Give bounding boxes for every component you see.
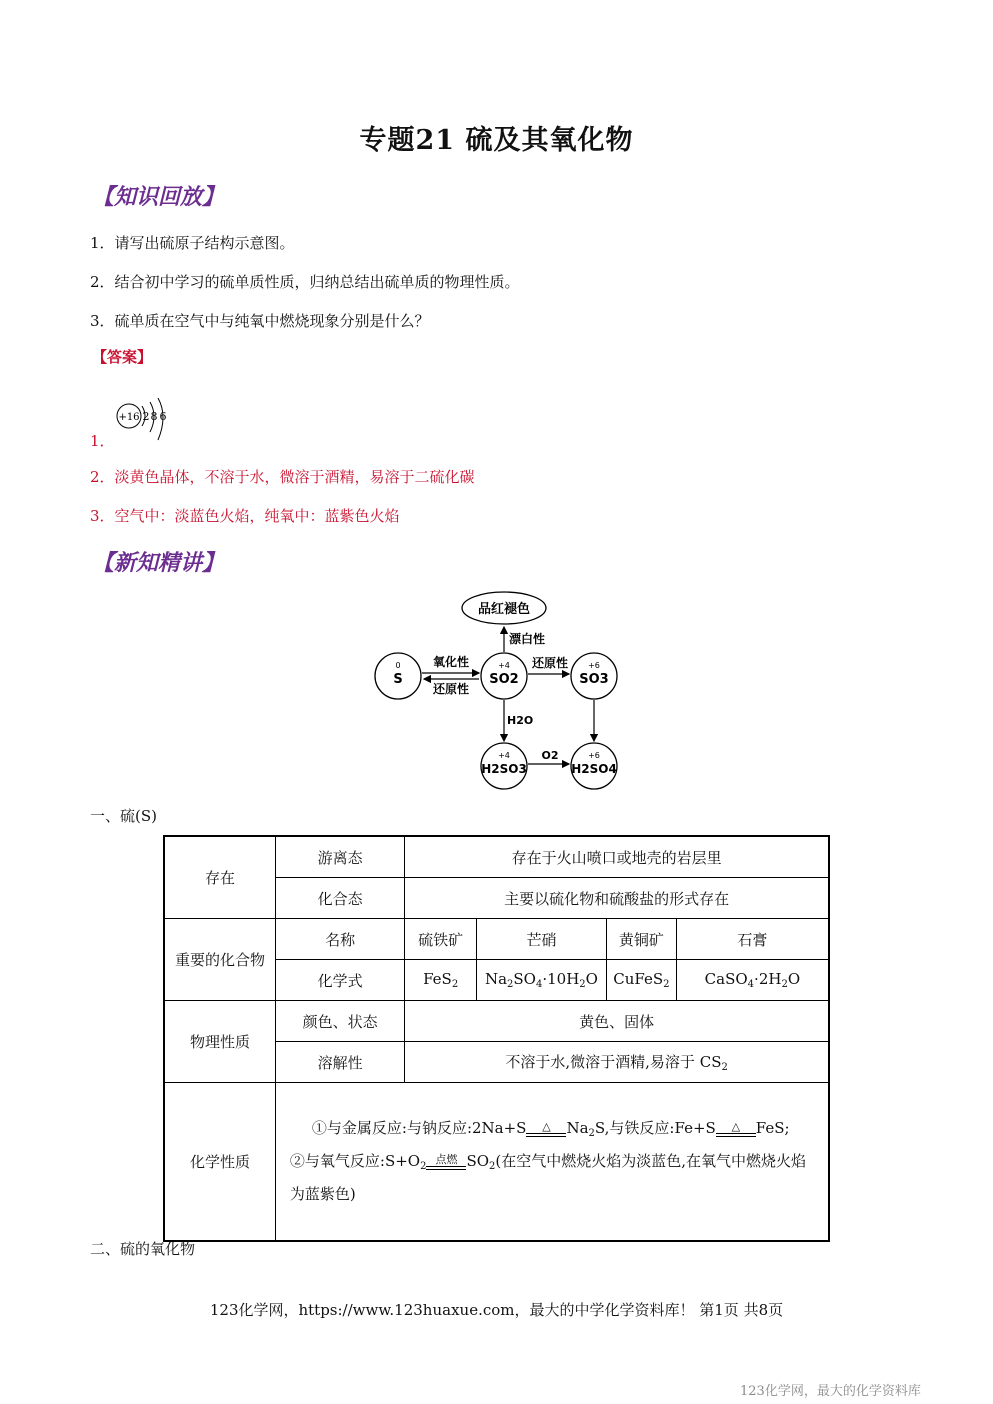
cell-color-state-label: 颜色、状态: [275, 1001, 404, 1042]
cell-formula-gypsum: $CaSO_4\cdot 2H_2O$: [676, 960, 829, 1001]
watermark: 123化学网，最大的化学资料库: [740, 1384, 921, 1399]
cell-existence: 存在: [164, 836, 275, 919]
cell-combined-state: 化合态: [275, 878, 404, 919]
review-heading: 【知识回放】: [92, 184, 225, 210]
sulfur-properties-table: [163, 835, 830, 1242]
atom-shell-3: 6: [159, 410, 167, 423]
node-h2so4-ox: +6: [588, 751, 600, 760]
node-so3-ox: +6: [588, 661, 600, 670]
question-2: 2．结合初中学习的硫单质性质，归纳总结出硫单质的物理性质。: [90, 273, 520, 291]
answer-1-prefix: 1．: [90, 432, 115, 450]
cell-formula-pyrite: FeS$_2$: [405, 960, 477, 1001]
node-h2so3-ox: +4: [498, 751, 510, 760]
reaction-1: ①与金属反应:与钠反应:2Na+S △ $Na_2S$,与铁反应:Fe+S △ FeS;: [311, 1119, 790, 1139]
answer-2: 2．淡黄色晶体，不溶于水，微溶于酒精，易溶于二硫化碳: [90, 468, 475, 486]
node-so2-ox: +4: [498, 661, 510, 670]
oxygen-label: O2: [541, 749, 559, 762]
node-pink-fading-label: 品红褪色: [477, 602, 531, 617]
node-h2so3-formula: H2SO3: [481, 762, 527, 776]
cell-chemical: 化学性质: [164, 1083, 275, 1242]
atom-nucleus: +16: [118, 412, 140, 423]
cell-name-label: 名称: [275, 919, 404, 960]
water-label: H2O: [507, 714, 534, 727]
cell-solubility-label: 溶解性: [275, 1042, 404, 1083]
reducing-label-2: 还原性: [531, 656, 569, 670]
cell-color-state: 黄色、固体: [405, 1001, 829, 1042]
cell-name-pyrite: 硫铁矿: [405, 919, 477, 960]
cell-chemical-reactions: [275, 1083, 829, 1242]
page-title: 专题21 硫及其氧化物: [359, 125, 634, 156]
node-h2so4-formula: H2SO4: [571, 762, 617, 776]
sulfur-conversion-diagram: [365, 590, 635, 795]
atom-shell-1: 2: [142, 410, 150, 423]
page-footer: 123化学网，https://www.123huaxue.com，最大的中学化学资料库！ 第1页 共8页: [209, 1301, 784, 1319]
cell-physical: 物理性质: [164, 1001, 275, 1083]
answer-heading: 【答案】: [92, 348, 153, 366]
cell-name-chalcopyrite: 黄铜矿: [606, 919, 676, 960]
node-so3-formula: SO3: [579, 672, 609, 687]
node-so2-formula: SO2: [489, 672, 519, 687]
cell-formula-mirabilite: $Na_2SO_4\cdot 10H_2O$: [477, 960, 607, 1001]
reducing-label-1: 还原性: [432, 682, 470, 696]
cell-formula-chalcopyrite: CuFeS$_2$: [606, 960, 676, 1001]
cell-compounds: 重要的化合物: [164, 919, 275, 1001]
section-sulfur-heading: 一、硫(S): [90, 807, 157, 825]
reaction-2: ②与氧气反应$:S+O_2$ 点燃 $SO_2$(在空气中燃烧火焰为淡蓝色,在氧气中燃烧火焰为蓝紫色): [289, 1152, 807, 1203]
cell-name-mirabilite: 芒硝: [477, 919, 607, 960]
section-oxides-heading: 二、硫的氧化物: [90, 1240, 196, 1258]
node-s-formula: S: [393, 672, 403, 687]
atom-shell-2: 8: [150, 410, 158, 423]
question-3: 3．硫单质在空气中与纯氧中燃烧现象分别是什么？: [90, 312, 430, 330]
bleach-label: 漂白性: [509, 632, 546, 646]
question-1: 1．请写出硫原子结构示意图。: [90, 234, 295, 252]
cell-solubility: 不溶于水,微溶于酒精,易溶于 $CS_2$: [405, 1042, 829, 1083]
new-knowledge-heading: 【新知精讲】: [92, 550, 225, 576]
oxidizing-label: 氧化性: [432, 655, 470, 669]
cell-combined-desc: 主要以硫化物和硫酸盐的形式存在: [405, 878, 829, 919]
cell-name-gypsum: 石膏: [676, 919, 829, 960]
cell-formula-label: 化学式: [275, 960, 404, 1001]
cell-free-state: 游离态: [275, 836, 404, 878]
cell-free-desc: 存在于火山喷口或地壳的岩层里: [405, 836, 829, 878]
node-s-ox: 0: [395, 661, 401, 670]
answer-3: 3．空气中：淡蓝色火焰，纯氧中：蓝紫色火焰: [90, 507, 400, 525]
sulfur-atom-diagram: [112, 398, 182, 446]
